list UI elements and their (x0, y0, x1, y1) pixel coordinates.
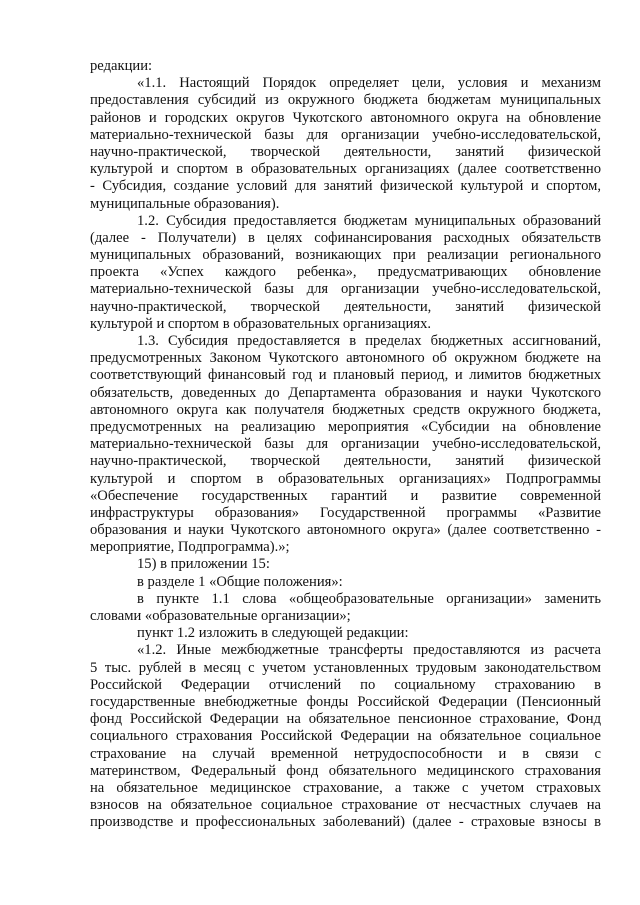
text-line: «1.1. Настоящий Порядок определяет цели, условия и механизм (137, 75, 601, 92)
paragraph (90, 591, 601, 625)
text-line: на обязательное медицинское страхование, а также с учетом страховых (90, 779, 601, 796)
text-line: 1.2. Субсидия предоставляется бюджетам муниципальных образований (137, 212, 601, 229)
text-line: материально-технической базы для организации учебно-исследовательской, (90, 126, 601, 143)
text-line: предусмотренных Законом Чукотского автономного об окружном бюджете на (90, 350, 601, 367)
text-line: словами «образовательные организации»; (90, 608, 351, 624)
paragraph (90, 574, 601, 591)
text-line: 5 тыс. рублей в месяц с учетом установленных трудовым законодательством (90, 659, 601, 676)
text-line: материнством, Федеральный фонд обязательного медицинского страхования (90, 762, 601, 779)
text-line: пункт 1.2 изложить в следующей редакции: (137, 625, 409, 642)
document-page (90, 58, 601, 831)
text-line: государственные внебюджетные фонды Российской Федерации (Пенсионный (90, 693, 601, 710)
text-line: автономного округа как получателя бюджетных средств окружного бюджета, (90, 401, 601, 418)
text-line: материально-технической базы для организации учебно-исследовательской, (90, 436, 601, 453)
paragraph (90, 625, 601, 642)
text-line: Российской Федерации отчислений по социальному страхованию в (90, 676, 601, 693)
text-line: 15) в приложении 15: (137, 556, 270, 573)
text-line: соответствующий финансовый год и плановый период, и лимитов бюджетных (90, 367, 601, 384)
text-line: (далее - Получатели) в целях софинансирования расходных обязательств (90, 229, 601, 246)
text-line: научно-практической, творческой деятельности, занятий физической (90, 143, 601, 160)
text-line: в разделе 1 «Общие положения»: (137, 573, 343, 590)
text-line: редакции: (90, 58, 153, 74)
text-line: фонд Российской Федерации на обязательное пенсионное страхование, Фонд (90, 711, 601, 728)
text-line: социального страхования Российской Федерации на обязательное социальное (90, 728, 601, 745)
text-line: мероприятие, Подпрограмма).»; (90, 539, 290, 556)
text-line: муниципальных образований, возникающих при реализации регионального (90, 247, 601, 264)
paragraph (90, 75, 601, 213)
text-line: «Обеспечение государственных гарантий и развитие современной (90, 487, 601, 504)
text-line: в пункте 1.1 слова «общеобразовательные организации» заменить (137, 590, 601, 607)
text-line: взносов на обязательное социальное страхование от несчастных случаев на (90, 797, 601, 814)
text-line: районов и городских округов Чукотского автономного округа на обновление (90, 109, 601, 126)
text-line: предоставления субсидий из окружного бюджета бюджетам муниципальных (90, 92, 601, 109)
text-line: проекта «Успех каждого ребенка», предусматривающих обновление (90, 264, 601, 281)
text-line: культурой и спортом в образовательных организациях (далее соответственно (90, 161, 601, 178)
text-line: инфраструктуры образования» Государственной программы «Развитие (90, 504, 601, 521)
text-line: муниципальные образования). (90, 195, 280, 212)
paragraph (90, 556, 601, 573)
paragraph (90, 213, 601, 333)
text-line: страхование на случай временной нетрудоспособности и в связи с (90, 745, 601, 762)
text-line: научно-практической, творческой деятельности, занятий физической (90, 298, 601, 315)
text-line: предусмотренных на реализацию мероприятия «Субсидии на обновление (90, 418, 601, 435)
text-line: производстве и профессиональных заболеваний) (далее - страховые взносы в (90, 814, 601, 831)
paragraph (90, 642, 601, 831)
paragraph (90, 58, 601, 75)
text-line: - Субсидия, создание условий для занятий физической культурой и спортом, (90, 178, 601, 195)
paragraph (90, 333, 601, 556)
text-line: 1.3. Субсидия предоставляется в пределах бюджетных ассигнований, (137, 333, 601, 349)
text-line: культурой и спортом в образовательных организациях» Подпрограммы (90, 470, 601, 487)
text-line: материально-технической базы для организации учебно-исследовательской, (90, 281, 601, 298)
text-line: «1.2. Иные межбюджетные трансферты предоставляются из расчета (137, 642, 601, 659)
text-line: обязательств, доведенных до Департамента образования и науки Чукотского (90, 384, 601, 401)
text-line: научно-практической, творческой деятельности, занятий физической (90, 453, 601, 470)
text-line: образования и науки Чукотского автономного округа» (далее соответственно - (90, 522, 601, 539)
text-line: культурой и спортом в образовательных организациях. (90, 315, 432, 332)
